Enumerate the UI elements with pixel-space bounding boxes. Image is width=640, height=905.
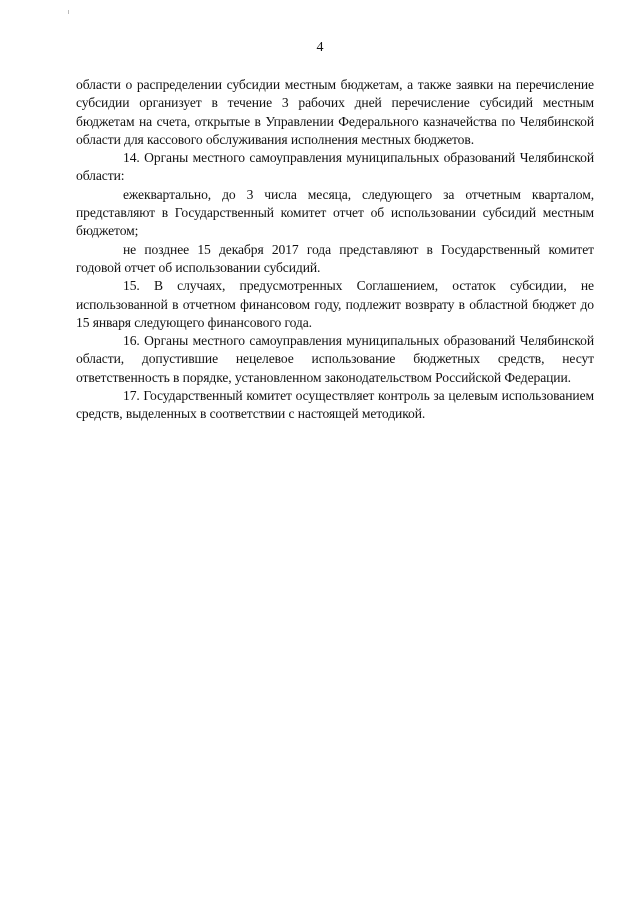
document-body (76, 76, 594, 424)
page-number: 4 (316, 40, 324, 55)
paragraph-continuation: области о распределении субсидии местным бюджетам, а также заявки на перечисление субсидии организует в течение 3 рабочих дней перечисление субсидий местным бюджетам на счета, открытые в Управлении Федерального казначейства по Челябинской области для кассового обслуживания исполнения местных бюджетов. (76, 77, 594, 147)
paragraph-item-16: 16. Органы местного самоуправления муниципальных образований Челябинской области, допустившие нецелевое использование бюджетных средств, несут ответственность в порядке, установленном законодательством Российской Федерации. (76, 333, 594, 385)
paragraph-item-17: 17. Государственный комитет осуществляет контроль за целевым использованием средств, выделенных в соответствии с настоящей методикой. (76, 388, 594, 422)
scan-mark (68, 10, 69, 14)
paragraph-item-14: 14. Органы местного самоуправления муниципальных образований Челябинской области: (76, 150, 594, 184)
paragraph-annual-report: не позднее 15 декабря 2017 года представляют в Государственный комитет годовой отчет об использовании субсидий. (76, 241, 594, 275)
paragraph-quarterly-report: ежеквартально, до 3 числа месяца, следующего за отчетным кварталом, представляют в Государственный комитет отчет об использовании субсидий местным бюджетом; (76, 186, 594, 239)
paragraph-item-15: 15. В случаях, предусмотренных Соглашением, остаток субсидии, не использованной в отчетном финансовом году, подлежит возврату в областной бюджет до 15 января следующего финансового года. (76, 278, 594, 330)
